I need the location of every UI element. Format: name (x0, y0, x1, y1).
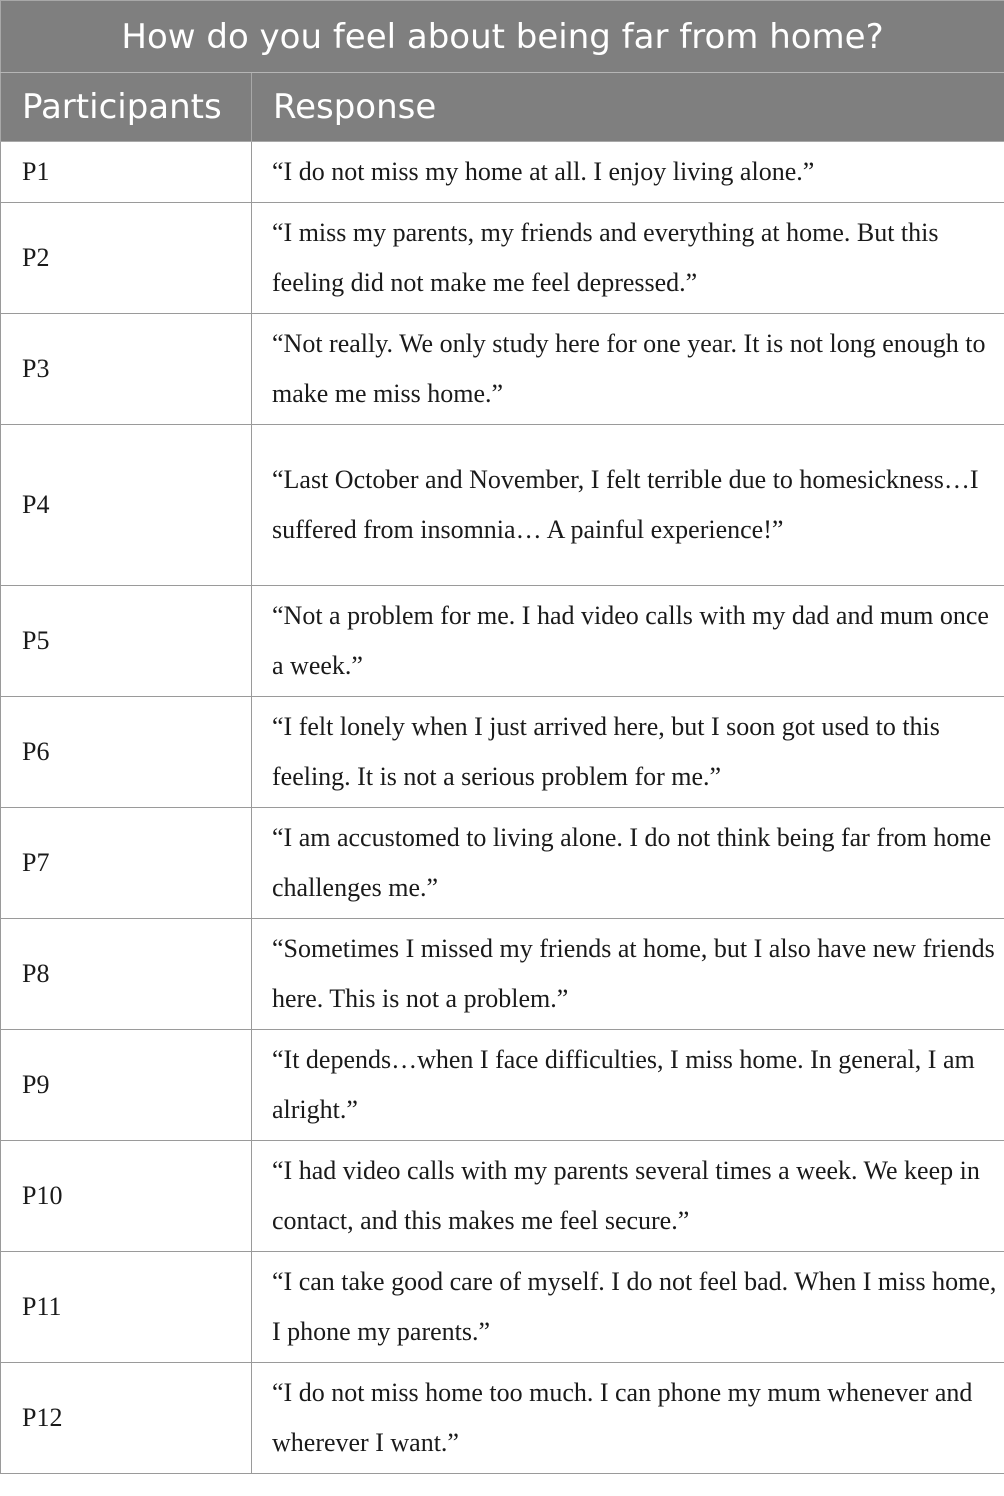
table-row (1, 808, 1004, 919)
table-row (1, 1030, 1004, 1141)
table-title: How do you feel about being far from home? (1, 1, 1004, 73)
table-row (1, 697, 1004, 808)
participant-cell: P4 (1, 425, 252, 586)
response-cell: “It depends…when I face difficulties, I miss home. In general, I am alright.” (252, 1030, 1004, 1141)
response-cell: “I can take good care of myself. I do not feel bad. When I miss home, I phone my parents.” (252, 1252, 1004, 1363)
participant-cell: P1 (1, 142, 252, 203)
participant-cell: P8 (1, 919, 252, 1030)
table-row (1, 142, 1004, 203)
table-row (1, 314, 1004, 425)
response-cell: “Last October and November, I felt terrible due to homesickness…I suffered from insomnia… A painful experience!” (252, 425, 1004, 586)
response-cell: “I miss my parents, my friends and everything at home. But this feeling did not make me feel depressed.” (252, 203, 1004, 314)
response-cell: “I am accustomed to living alone. I do not think being far from home challenges me.” (252, 808, 1004, 919)
response-header: Response (252, 73, 1004, 142)
table-row (1, 203, 1004, 314)
response-cell: “I had video calls with my parents several times a week. We keep in contact, and this makes me feel secure.” (252, 1141, 1004, 1252)
response-cell: “I do not miss my home at all. I enjoy living alone.” (252, 142, 1004, 203)
table-row (1, 586, 1004, 697)
response-cell: “I do not miss home too much. I can phone my mum whenever and wherever I want.” (252, 1363, 1004, 1474)
participant-cell: P5 (1, 586, 252, 697)
table-row (1, 1141, 1004, 1252)
response-cell: “Not a problem for me. I had video calls with my dad and mum once a week.” (252, 586, 1004, 697)
participant-cell: P9 (1, 1030, 252, 1141)
participant-cell: P2 (1, 203, 252, 314)
response-cell: “I felt lonely when I just arrived here, but I soon got used to this feeling. It is not a serious problem for me.” (252, 697, 1004, 808)
table-row (1, 425, 1004, 586)
participant-cell: P6 (1, 697, 252, 808)
table-row (1, 1363, 1004, 1474)
participant-cell: P12 (1, 1363, 252, 1474)
title-row (1, 1, 1004, 73)
header-row (1, 73, 1004, 142)
table-row (1, 1252, 1004, 1363)
table-row (1, 919, 1004, 1030)
response-cell: “Sometimes I missed my friends at home, but I also have new friends here. This is not a problem.” (252, 919, 1004, 1030)
participant-cell: P7 (1, 808, 252, 919)
participant-cell: P11 (1, 1252, 252, 1363)
response-cell: “Not really. We only study here for one year. It is not long enough to make me miss home.” (252, 314, 1004, 425)
participants-header: Participants (1, 73, 252, 142)
participant-cell: P10 (1, 1141, 252, 1252)
participant-cell: P3 (1, 314, 252, 425)
